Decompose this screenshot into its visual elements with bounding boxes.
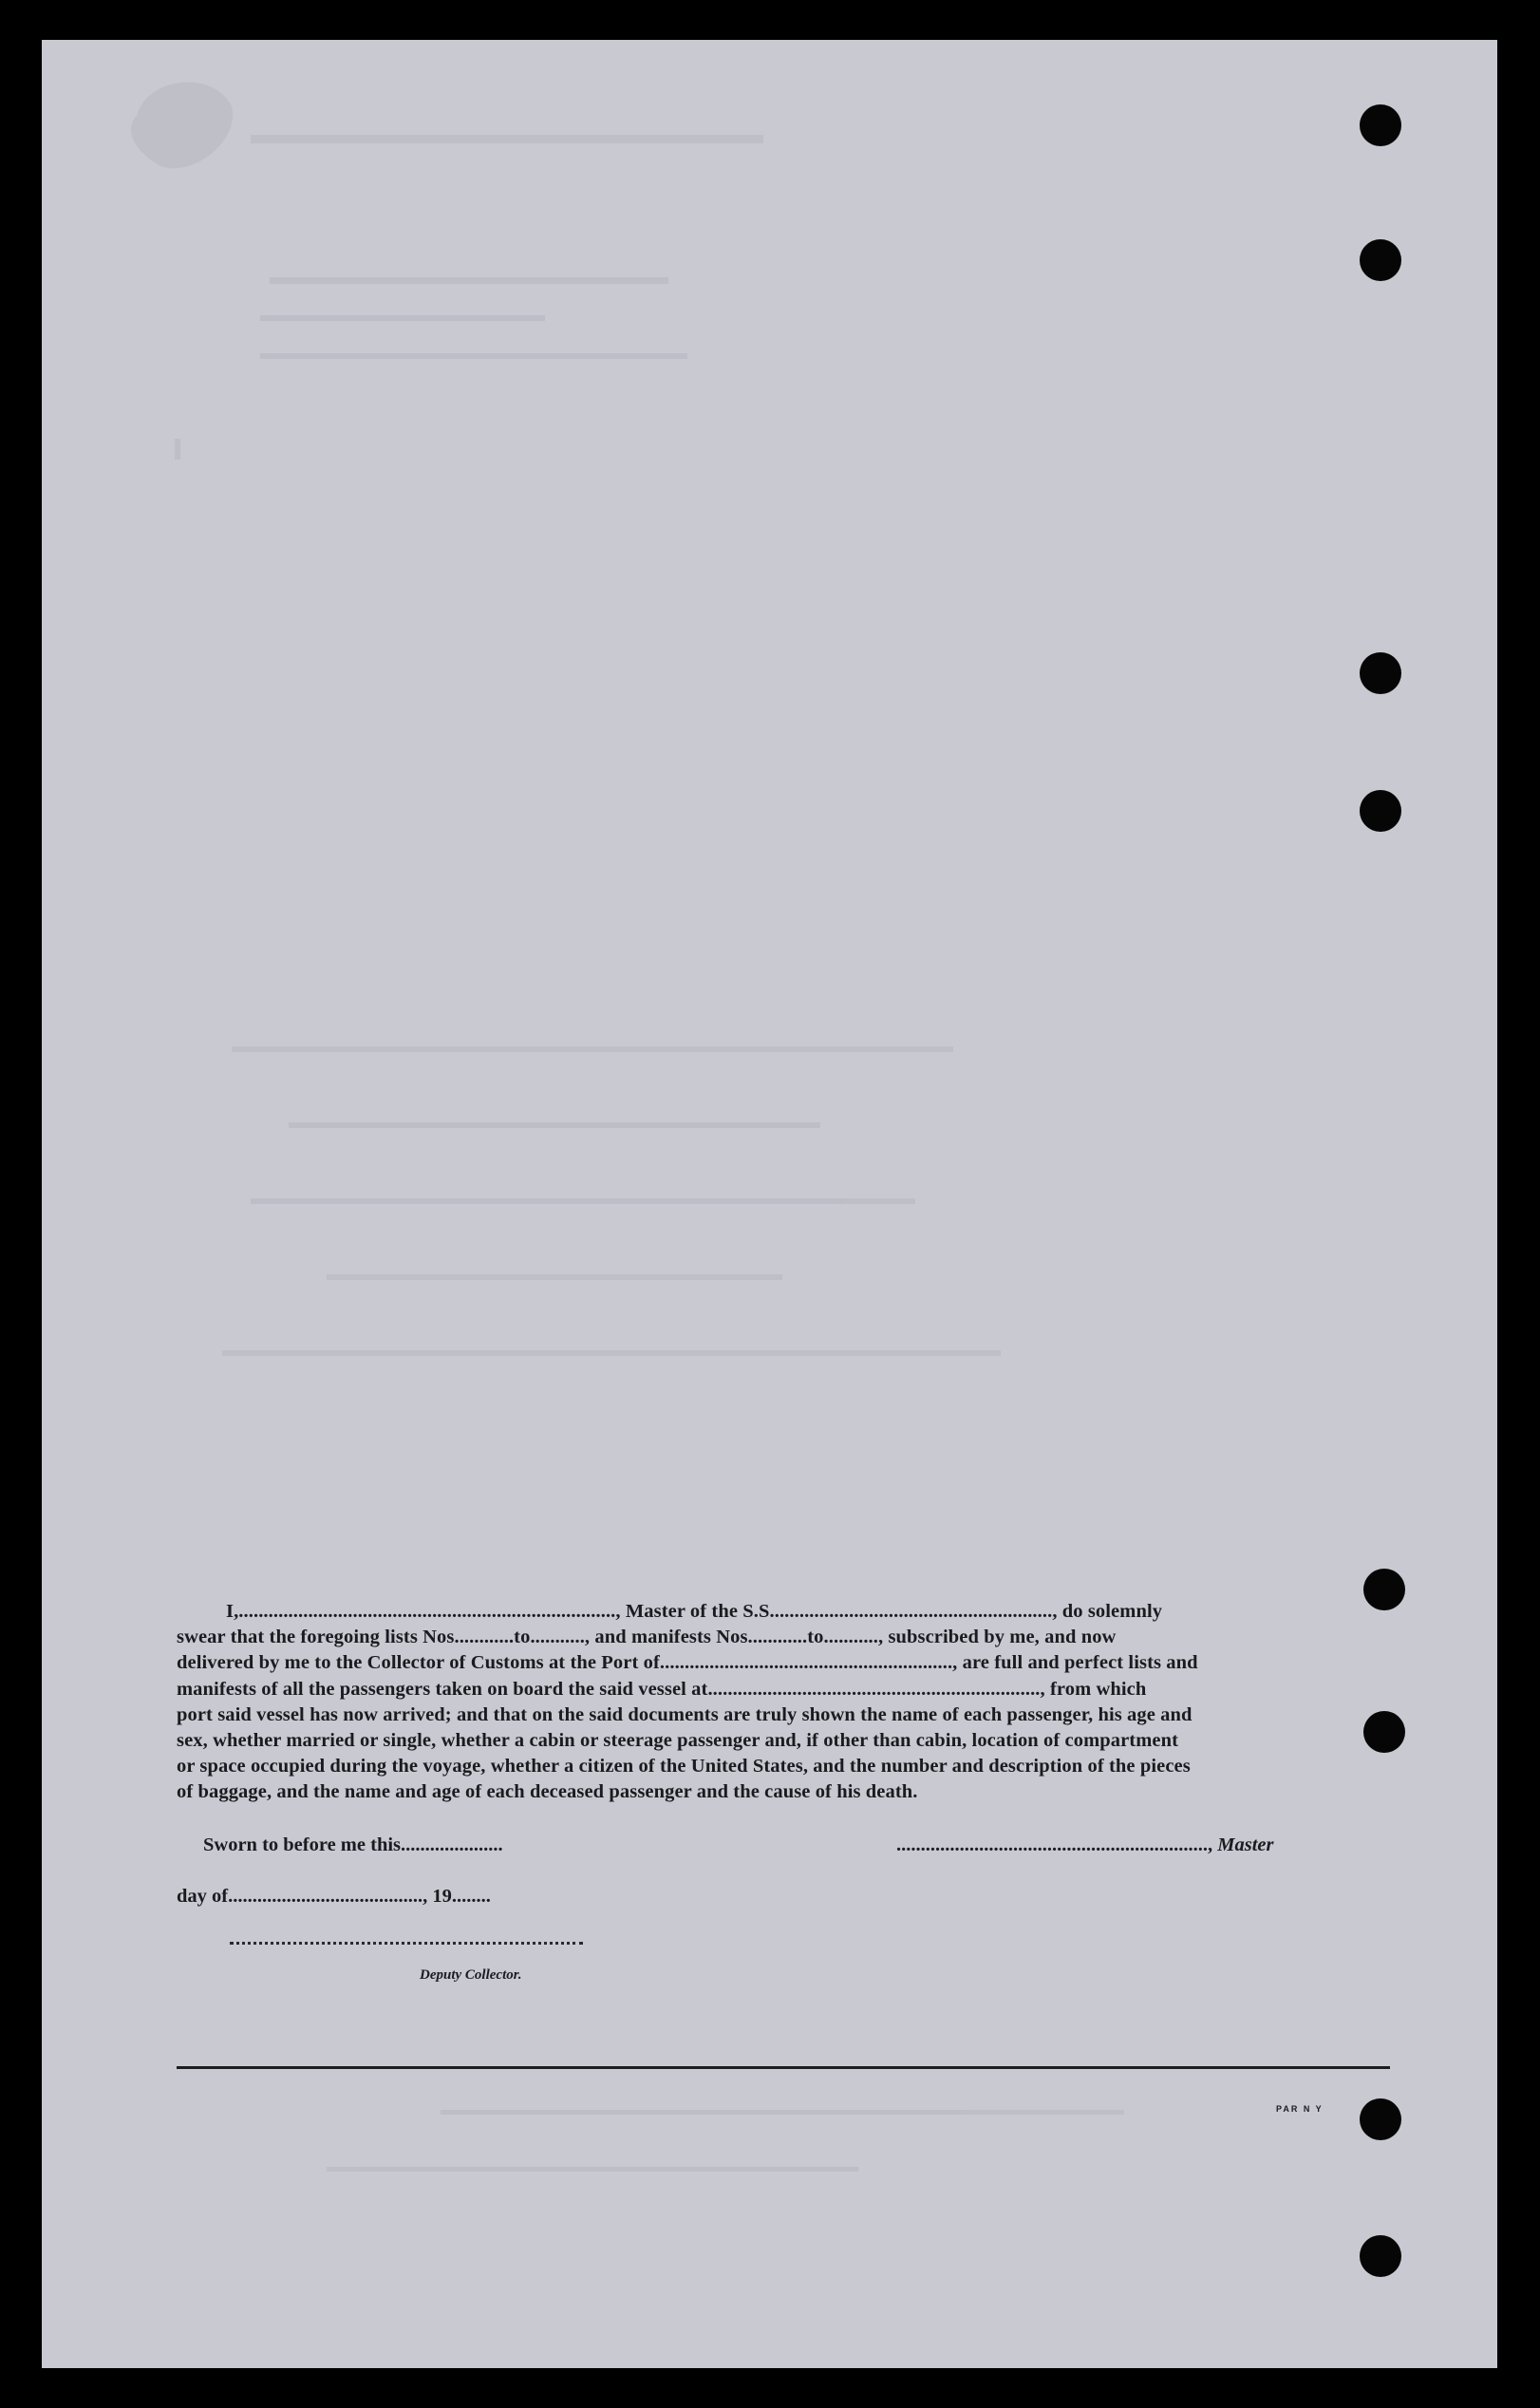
punch-hole [1360,2098,1401,2140]
document-page [42,40,1497,2368]
master-signature-dots: ................................................................, [896,1834,1213,1855]
bottom-rule [177,2066,1390,2069]
oath-line: sex, whether married or single, whether a cabin or steerage passenger and, if other than cabin, location of compartment [177,1730,1179,1752]
punch-hole [1360,104,1401,146]
sworn-before-line: Sworn to before me this..................... [203,1834,503,1855]
day-of-line: day of........................................, 19........ [177,1886,491,1907]
printer-imprint: PAR N Y [1276,2104,1324,2114]
oath-line: manifests of all the passengers taken on board the said vessel at..................................................................., from which [177,1678,1147,1700]
oath-line: of baggage, and the name and age of each deceased passenger and the cause of his death. [177,1781,918,1803]
master-signature-line [896,1834,1273,1856]
punch-hole [1360,790,1401,832]
oath-line: or space occupied during the voyage, whether a citizen of the United States, and the number and description of the pieces [177,1756,1191,1778]
oath-line: swear that the foregoing lists Nos............to..........., and manifests Nos............to..........., subscribed by me, and now [177,1627,1117,1648]
master-oath-paragraph [177,1599,1388,1806]
punch-hole [1360,652,1401,694]
punch-hole [1360,239,1401,281]
bleed-through-shadow [42,40,1497,2368]
oath-line: I,............................................................................, Master of the S.S........................................................., do solemnly [226,1601,1163,1622]
deputy-signature-line [230,1942,583,1945]
oath-line: port said vessel has now arrived; and that on the said documents are truly shown the name of each passenger, his age and [177,1703,1193,1725]
deputy-collector-label: Deputy Collector. [420,1967,522,1983]
master-label: Master [1217,1834,1274,1855]
punch-hole [1360,2235,1401,2277]
oath-line: delivered by me to the Collector of Customs at the Port of..........................................................., are full and perfect lists and [177,1652,1198,1674]
